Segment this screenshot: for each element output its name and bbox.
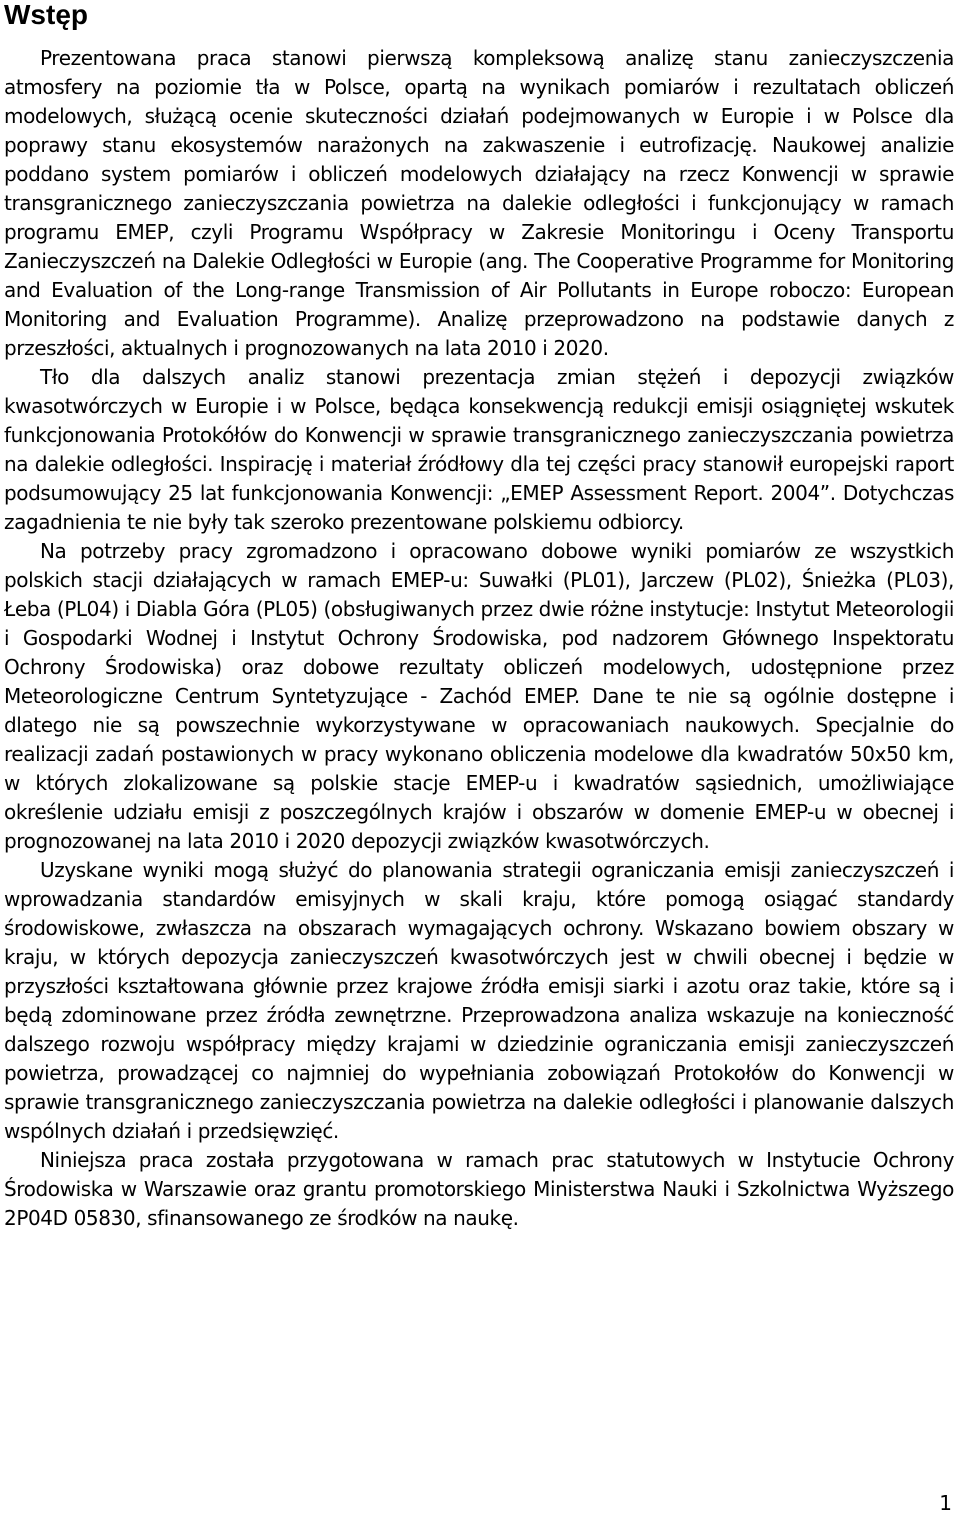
body-text	[4, 44, 954, 1233]
paragraph-funding: Niniejsza praca została przygotowana w ramach prac statutowych w Instytucie Ochrony Środowiska w Warszawie oraz grantu promotorskiego Ministerstwa Nauki i Szkolnictwa Wyższego 2P04D 05830, sfinansowanego ze środków na naukę.	[4, 1148, 954, 1230]
paragraph-introduction: Prezentowana praca stanowi pierwszą kompleksową analizę stanu zanieczyszczenia atmosfery na poziomie tła w Polsce, opartą na wynikach pomiarów i rezultatach obliczeń modelowych, służącą ocenie skuteczności działań podejmowanych w Europie i w Polsce dla poprawy stanu ekosystemów narażonych na zakwaszenie i eutrofizację. Naukowej analizie poddano system pomiarów i obliczeń modelowych działający na rzecz Konwencji w sprawie transgranicznego zanieczyszczania powietrza na dalekie odległości i funkcjonujący w ramach programu EMEP, czyli Programu Współpracy w Zakresie Monitoringu i Oceny Transportu Zanieczyszczeń na Dalekie Odległości w Europie (ang. The Cooperative Programme for Monitoring and Evaluation of the Long-range Transmission of Air Pollutants in Europe roboczo: European Monitoring and Evaluation Programme). Analizę przeprowadzono na podstawie danych z przeszłości, aktualnych i prognozowanych na lata 2010 i 2020.	[4, 46, 954, 360]
paragraph-background: Tło dla dalszych analiz stanowi prezentacja zmian stężeń i depozycji związków kwasotwórczych w Europie i w Polsce, będąca konsekwencją redukcji emisji osiągniętej wskutek funkcjonowania Protokółów do Konwencji w sprawie transgranicznego zanieczyszczania powietrza na dalekie odległości. Inspirację i materiał źródłowy dla tej części pracy stanowił europejski raport podsumowujący 25 lat funkcjonowania Konwencji: „EMEP Assessment Report. 2004”. Dotychczas zagadnienia te nie były tak szeroko prezentowane polskiemu odbiorcy.	[4, 365, 954, 534]
paragraph-data-sources: Na potrzeby pracy zgromadzono i opracowano dobowe wyniki pomiarów ze wszystkich polskich stacji działających w ramach EMEP-u: Suwałki (PL01), Jarczew (PL02), Śnieżka (PL03), Łeba (PL04) i Diabla Góra (PL05) (obsługiwanych przez dwie różne instytucje: Instytut Meteorologii i Gospodarki Wodnej i Instytut Ochrony Środowiska, pod nadzorem Głównego Inspektoratu Ochrony Środowiska) oraz dobowe rezultaty obliczeń modelowych, udostępnione przez Meteorologiczne Centrum Syntetyzujące - Zachód EMEP. Dane te nie są ogólnie dostępne i dlatego nie są powszechnie wykorzystywane w opracowaniach naukowych. Specjalnie do realizacji zadań postawionych w pracy wykonano obliczenia modelowe dla kwadratów 50x50 km, w których zlokalizowane są polskie stacje EMEP-u i kwadratów sąsiednich, umożliwiające określenie udziału emisji z poszczególnych krajów i obszarów w domenie EMEP-u w obecnej i prognozowanej na lata 2010 i 2020 depozycji związków kwasotwórczych.	[4, 539, 954, 853]
page-number: 1	[939, 1491, 952, 1515]
paragraph-results: Uzyskane wyniki mogą służyć do planowania strategii ograniczania emisji zanieczyszczeń i wprowadzania standardów emisyjnych w skali kraju, które pomogą osiągać standardy środowiskowe, zwłaszcza na obszarach wymagających ochrony. Wskazano bowiem obszary w kraju, w których depozycja zanieczyszczeń kwasotwórczych jest w chwili obecnej i będzie w przyszłości kształtowana głównie przez krajowe źródła emisji siarki i azotu oraz takie, które są i będą zdominowane przez źródła zewnętrzne. Przeprowadzona analiza wskazuje na konieczność dalszego rozwoju współpracy między krajami w dziedzinie ograniczania emisji zanieczyszczeń powietrza, prowadzącej co najmniej do wypełniania zobowiązań Protokołów do Konwencji w sprawie transgranicznego zanieczyszczania powietrza na dalekie odległości i planowanie dalszych wspólnych działań i przedsięwzięć.	[4, 858, 954, 1143]
section-heading: Wstęp	[4, 0, 88, 30]
